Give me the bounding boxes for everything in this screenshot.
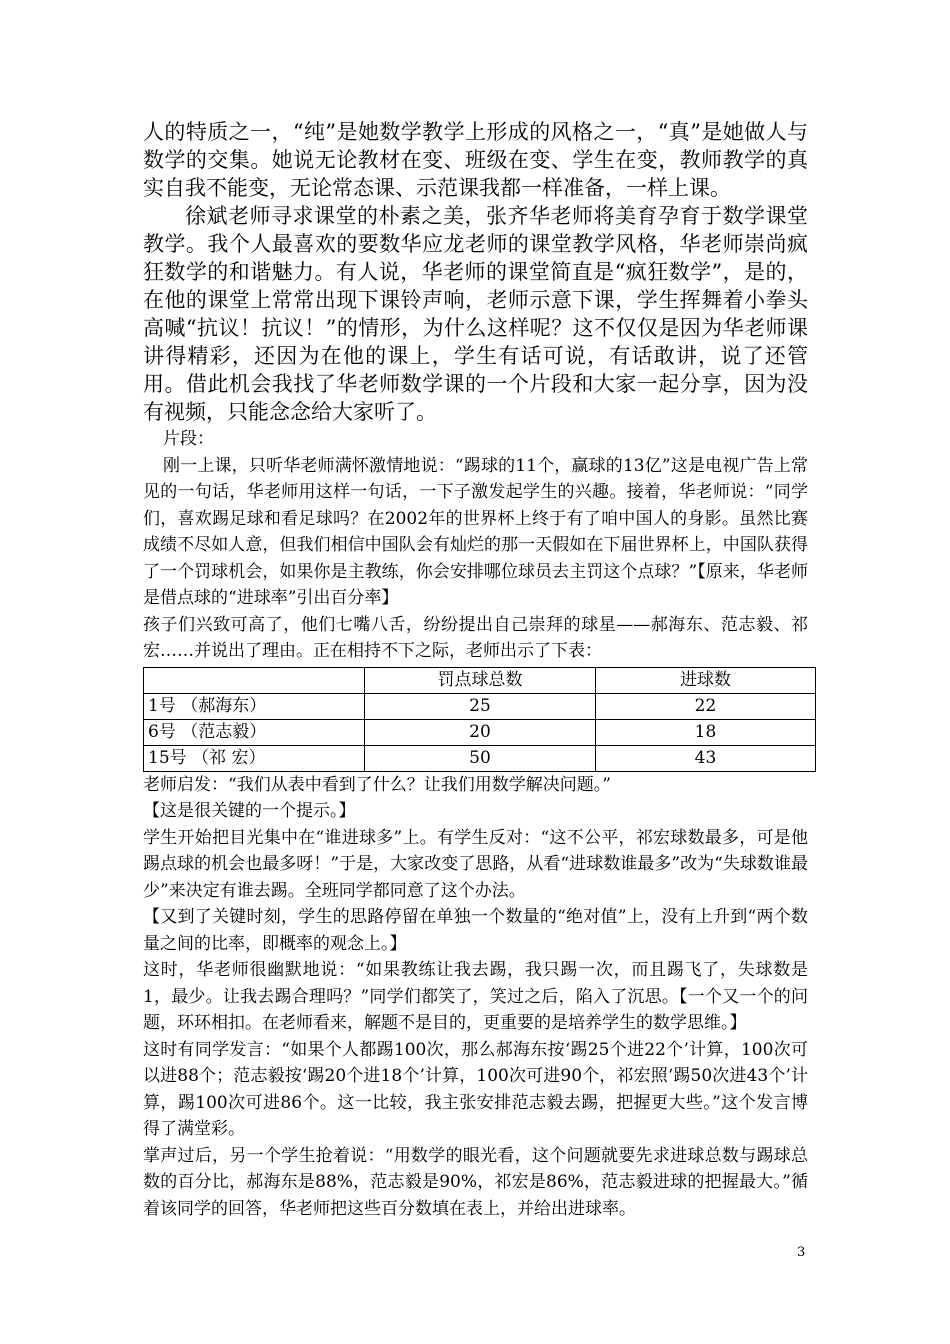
table-cell: 18: [596, 719, 816, 745]
table-header-cell: [144, 667, 365, 693]
penalty-table: [143, 667, 816, 772]
table-cell: 22: [596, 693, 816, 719]
after-table-paragraph: 老师启发：“我们从表中看到了什么？让我们用数学解决问题。”: [143, 774, 611, 795]
after-table-paragraph: 这时有同学发言：“如果个人都踢100次，那么郝海东按‘踢25个进22个’计算，100次可以进88个；范志毅按‘踢20个进18个’计算，100次可进90个，祁宏照‘踢50次进43个’计算，踢100次可进86个。这一比较，我主张安排范志毅去踢，把握更大些。”这个发言博得了满堂彩。: [143, 1039, 808, 1139]
table-cell: 50: [365, 745, 596, 771]
table-row: [144, 745, 816, 771]
table-header-cell: 罚点球总数: [365, 667, 596, 693]
table-row: [144, 693, 816, 719]
page-number: 3: [797, 1245, 806, 1260]
after-table-paragraph: 【又到了关键时刻，学生的思路停留在单独一个数量的“绝对值”上，没有上升到“两个数量之间的比率，即概率的观念上。】: [143, 907, 808, 954]
paragraph-2: 徐斌老师寻求课堂的朴素之美，张齐华老师将美育孕育于数学课堂教学。我个人最喜欢的要数华应龙老师的课堂教学风格，华老师崇尚疯狂数学的和谐魅力。有人说，华老师的课堂简直是“疯狂数学”，是的，在他的课堂上常常出现下课铃声响，老师示意下课，学生挥舞着小拳头高喊“抗议！抗议！”的情形，为什么这样呢？这不仅仅是因为华老师课讲得精彩，还因为在他的课上，学生有话可说，有话敢讲，说了还管用。借此机会我找了华老师数学课的一个片段和大家一起分享，因为没有视频，只能念念给大家听了。: [143, 204, 808, 424]
table-header-row: [144, 667, 816, 693]
after-table-paragraph: 学生开始把目光集中在“谁进球多”上。有学生反对：“这不公平，祁宏球数最多，可是他踢点球的机会也最多呀！”于是，大家改变了思路，从看“进球数谁最多”改为“失球数谁最少”来决定有谁去踢。全班同学都同意了这个办法。: [143, 827, 808, 901]
segment-label: 片段：: [163, 429, 214, 449]
document-body: [143, 118, 808, 1222]
after-table-paragraph: 掌声过后，另一个学生抢着说：“用数学的眼光看，这个问题就要先求进球总数与踢球总数的百分比，郝海东是88%，范志毅是90%，祁宏是86%，范志毅进球的把握最大。”循着该同学的回答，华老师把这些百分数填在表上，并给出进球率。: [143, 1145, 808, 1219]
table-cell: 20: [365, 719, 596, 745]
table-cell: 15号 （祁 宏）: [144, 745, 365, 771]
after-table-paragraph: 这时，华老师很幽默地说：“如果教练让我去踢，我只踢一次，而且踢飞了，失球数是1，最少。让我去踢合理吗？”同学们都笑了，笑过之后，陷入了沉思。【一个又一个的问题，环环相扣。在老师看来，解题不是目的，更重要的是培养学生的数学思维。】: [143, 960, 808, 1033]
before-table-paragraph: 孩子们兴致可高了，他们七嘴八舌，纷纷提出自己崇拜的球星——郝海东、范志毅、祁宏……并说出了理由。正在相持不下之际，老师出示了下表：: [143, 614, 808, 661]
paragraph-1: 人的特质之一，“纯”是她数学教学上形成的风格之一，“真”是她做人与数学的交集。她说无论教材在变、班级在变、学生在变，教师教学的真实自我不能变，无论常态课、示范课我都一样准备，一样上课。: [143, 120, 808, 200]
after-table-paragraph: 【这是很关键的一个提示。】: [143, 801, 356, 821]
segment-intro: 刚一上课，只听华老师满怀激情地说：“踢球的11个，赢球的13亿”这是电视广告上常见的一句话，华老师用这样一句话，一下子激发起学生的兴趣。接着，华老师说：“同学们，喜欢踢足球和看足球吗？在2002年的世界杯上终于有了咱中国人的身影。虽然比赛成绩不尽如人意，但我们相信中国队会有灿烂的那一天假如在下届世界杯上，中国队获得了一个罚球机会，如果你是主教练，你会安排哪位球员去主罚这个点球？”【原来，华老师是借点球的“进球率”引出百分率】: [143, 455, 808, 608]
table-cell: 1号 （郝海东）: [144, 693, 365, 719]
table-cell: 43: [596, 745, 816, 771]
table-cell: 25: [365, 693, 596, 719]
table-header-cell: 进球数: [596, 667, 816, 693]
table-cell: 6号 （范志毅）: [144, 719, 365, 745]
table-row: [144, 719, 816, 745]
